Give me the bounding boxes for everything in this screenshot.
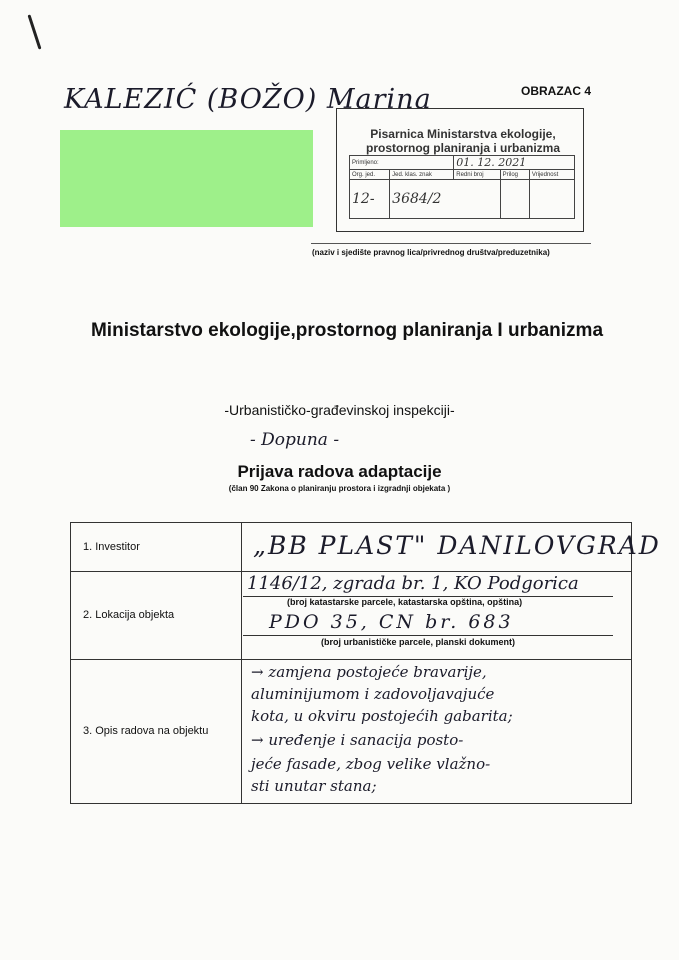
value-investitor: „BB PLAST" DANILOVGRAD [253, 531, 661, 560]
stamp-received-label: Primljeno: [350, 156, 454, 170]
opis-line: kota, u okviru postojećih gabarita; [251, 707, 513, 725]
stamp-number-value: 3684/2 [390, 180, 500, 219]
form-row-opis [71, 659, 631, 803]
stamp-col-prilog: Prilog [500, 170, 529, 180]
stamp-col-vrijednost: Vrijednost [529, 170, 574, 180]
planning-rule [243, 635, 613, 636]
caption-rule [311, 243, 591, 244]
document-title: Prijava radova adaptacije [237, 462, 442, 481]
ministry-heading: Ministarstvo ekologije,prostornog planiranja I urbanizma [90, 320, 604, 341]
opis-line: aluminijumom i zadovoljavajuće [251, 685, 495, 703]
label-investitor: 1. Investitor [83, 541, 140, 553]
stamp-title: Pisarnica Ministarstva ekologije, prostornog planiranja i urbanizma [365, 127, 561, 155]
document-subtitle: (član 90 Zakona o planiranju prostora i izgradnji objekata ) [228, 484, 451, 493]
form-id: OBRAZAC 4 [520, 84, 591, 98]
value-parcel: 1146/12, zgrada br. 1, KO Podgorica [247, 573, 579, 594]
form-row-lokacija [71, 571, 631, 660]
label-opis: 3. Opis radova na objektu [83, 725, 209, 737]
stamp-col-org: Org. jed. [350, 170, 390, 180]
opis-line: → zamjena postojeće bravarije, [251, 663, 487, 681]
stamp-col-redni: Redni broj [454, 170, 500, 180]
opis-line: jeće fasade, zbog velike vlažno- [251, 755, 491, 773]
inspection-line: -Urbanističko-građevinskoj inspekciji- [224, 402, 455, 418]
opis-line: sti unutar stana; [251, 777, 377, 795]
caption-parcel: (broj katastarske parcele, katastarska opština, opština) [287, 597, 523, 607]
stamp-received-value: 01. 12. 2021 [454, 156, 575, 170]
form-row-investitor [71, 523, 661, 572]
caption-planning: (broj urbanističke parcele, planski dokument) [321, 637, 516, 647]
stamp-vrijednost-cell [529, 180, 574, 219]
stamp-grid [349, 155, 575, 219]
redaction-block [60, 130, 313, 227]
value-planning: PDO 35, CN br. 683 [269, 611, 514, 633]
registry-stamp [336, 108, 584, 232]
pen-stroke-mark [28, 14, 42, 49]
dopuna-handwritten: - Dopuna - [250, 430, 340, 450]
report-form-table [70, 522, 661, 804]
label-lokacija: 2. Lokacija objekta [83, 609, 175, 621]
stamp-col-jed: Jed. klas. znak [390, 170, 454, 180]
legal-entity-caption: (naziv i sjedište pravnog lica/privrednog društva/preduzetnika) [312, 248, 550, 257]
stamp-prilog-cell [500, 180, 529, 219]
opis-line: → uređenje i sanacija posto- [251, 731, 464, 749]
sender-name-handwritten: KALEZIĆ (BOŽO) Marina [64, 84, 432, 115]
stamp-org-value: 12- [350, 180, 390, 219]
